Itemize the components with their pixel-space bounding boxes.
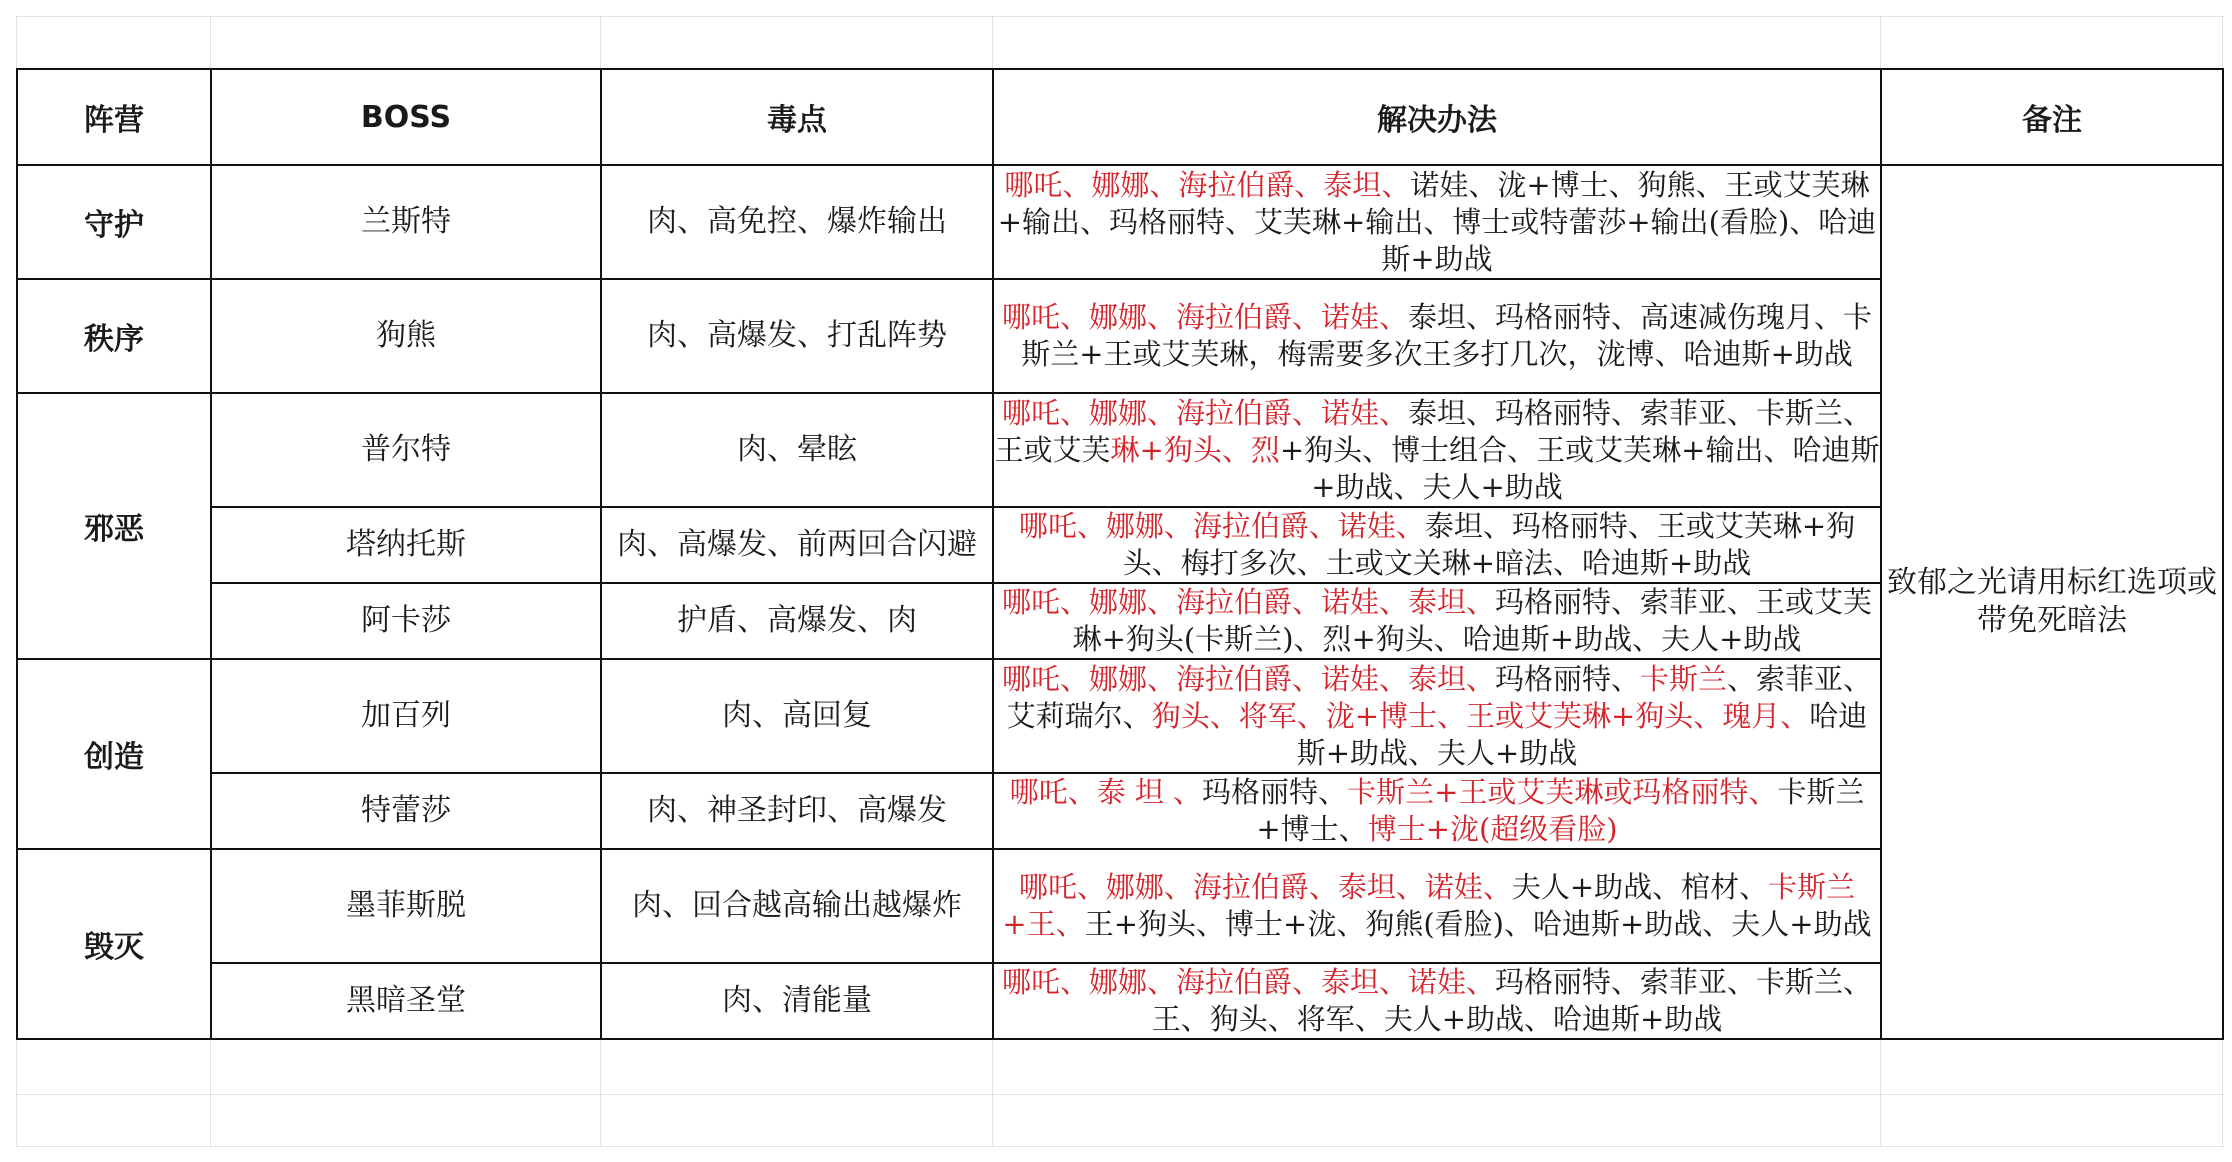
solution-text-segment: 哪吒、娜娜、海拉伯爵、诺娃、泰坦、 [1001,585,1495,619]
solution-text-segment: 哪吒、娜娜、海拉伯爵、诺娃、 [1001,300,1408,334]
solution-text-segment: 海拉伯爵、诺娃、 [1192,509,1425,543]
remark-cell: 致郁之光请用标红选项或带免死暗法 [1881,165,2223,1039]
solution-cell [993,165,1881,279]
boss-cell: 兰斯特 [211,165,601,279]
faction-cell: 毁灭 [17,849,211,1039]
poison-cell: 肉、回合越高输出越爆炸 [601,849,993,963]
solution-text-segment: 哪吒、娜娜、 [1018,509,1193,543]
solution-text-segment: 哪吒、娜娜、海拉伯爵、泰坦、诺娃、 [1001,965,1495,999]
solution-text-segment: 哪吒、娜娜、海拉伯爵、诺娃、泰坦、 [1001,661,1495,696]
poison-cell: 肉、高爆发、前两回合闪避 [601,507,993,583]
sheet-gridline [992,1040,993,1146]
faction-cell: 创造 [17,659,211,849]
poison-cell: 肉、神圣封印、高爆发 [601,773,993,849]
boss-cell: 黑暗圣堂 [211,963,601,1039]
sheet-gridline [210,1040,211,1146]
solution-text-segment: 卡斯兰+博士、 [1256,775,1865,846]
solution-text-segment: 泰坦、玛格丽特、索菲亚、卡斯兰、王或艾芙 [994,395,1873,467]
solution-text-segment: 王+狗头、博士+泷、狗熊(看脸)、哈迪斯+助战、夫人+助战 [1084,907,1872,941]
boss-cell: 普尔特 [211,393,601,507]
solution-text-segment: 哪吒、娜娜、海拉伯爵、泰坦、 [1004,167,1411,202]
solution-cell [993,659,1881,773]
header-poison: 毒点 [601,69,993,165]
boss-cell: 特蕾莎 [211,773,601,849]
solution-text-segment: 玛格丽特、索菲亚、卡斯兰、王、狗头、将军、夫人+助战、哈迪斯+助战 [1151,965,1873,1036]
sheet-gridline [16,16,17,68]
header-boss: BOSS [211,69,601,165]
solution-text-segment: 狗头、将军、泷+博士、王或艾芙琳+狗头、瑰月、 [1151,698,1810,733]
solution-text-segment: 玛格丽特、 [1202,775,1348,809]
sheet-gridline [1880,16,1881,68]
sheet-gridline [16,1040,17,1146]
solution-cell [993,393,1881,507]
sheet-gridline [16,1146,2224,1147]
solution-text-segment: 卡斯兰+王或艾芙琳或玛格丽特、 [1347,775,1778,809]
solution-text-segment: 、索菲亚、艾莉瑞尔、 [1006,661,1873,733]
solution-text-segment: 哈迪斯+助战、夫人+助战 [1296,698,1868,770]
header-row [17,69,2223,165]
poison-cell: 肉、高爆发、打乱阵势 [601,279,993,393]
sheet-gridline [2222,1040,2223,1146]
solution-text-segment: 玛格丽特、索菲亚、王或艾芙琳+狗头(卡斯兰)、烈+狗头、哈迪斯+助战、夫人+助战 [1072,585,1873,656]
sheet-gridline [1880,1040,1881,1146]
poison-cell: 肉、高免控、爆炸输出 [601,165,993,279]
faction-cell: 守护 [17,165,211,279]
sheet-gridline [992,16,993,68]
sheet-gridline [210,16,211,68]
poison-cell: 肉、晕眩 [601,393,993,507]
header-solution: 解决办法 [993,69,1881,165]
faction-cell: 邪恶 [17,393,211,659]
solution-text-segment: +狗头、博士组合、王或艾芙琳+输出、哈迪斯+助战、夫人+助战 [1279,432,1880,504]
sheet-gridline [16,1094,2224,1095]
solution-text-segment: 玛格丽特、 [1494,661,1640,696]
solution-cell [993,507,1881,583]
solution-text-segment: 琳+狗头、烈 [1110,432,1280,467]
solution-cell [993,773,1881,849]
sheet-gridline [600,1040,601,1146]
solution-text-segment: 卡斯兰+王、 [1002,870,1856,941]
solution-cell [993,583,1881,659]
sheet-gridline [16,16,2224,17]
solution-text-segment: 卡斯兰 [1640,661,1728,696]
poison-cell: 肉、清能量 [601,963,993,1039]
sheet-gridline [600,16,601,68]
sheet-gridline [2222,16,2223,68]
solution-text-segment: 夫人+助战、棺材、 [1511,870,1769,904]
solution-text-segment: 哪吒、娜娜、海拉伯爵、诺娃、 [1001,395,1408,430]
boss-cell: 阿卡莎 [211,583,601,659]
header-faction: 阵营 [17,69,211,165]
solution-text-segment: 诺娃、泷+博士、狗熊、王或艾芙琳+输出、玛格丽特、艾芙琳+输出、博士或特蕾莎+输出(看脸)、哈迪斯+助战 [997,167,1877,276]
boss-strategy-table [16,68,2224,1040]
solution-cell [993,279,1881,393]
poison-cell: 肉、高回复 [601,659,993,773]
boss-cell: 加百列 [211,659,601,773]
solution-text-segment: 哪吒、泰 坦 、 [1009,775,1203,809]
boss-cell: 墨菲斯脱 [211,849,601,963]
faction-cell: 秩序 [17,279,211,393]
solution-text-segment: 哪吒、娜娜、海拉伯爵、泰坦、诺娃、 [1018,870,1512,904]
header-remark: 备注 [1881,69,2223,165]
boss-cell: 塔纳托斯 [211,507,601,583]
solution-text-segment: 泰坦、玛格丽特、王或艾芙琳+狗头、梅打多次、土或文关琳+暗法、哈迪斯+助战 [1122,509,1856,580]
solution-cell [993,963,1881,1039]
table-row [17,165,2223,279]
solution-text-segment: 博士+泷(超级看脸) [1367,812,1618,846]
poison-cell: 护盾、高爆发、肉 [601,583,993,659]
solution-text-segment: 泰坦、玛格丽特、高速减伤瑰月、卡斯兰+王或艾芙琳，梅需要多次王多打几次，泷博、哈迪斯+助战 [1021,300,1873,371]
boss-cell: 狗熊 [211,279,601,393]
solution-cell [993,849,1881,963]
